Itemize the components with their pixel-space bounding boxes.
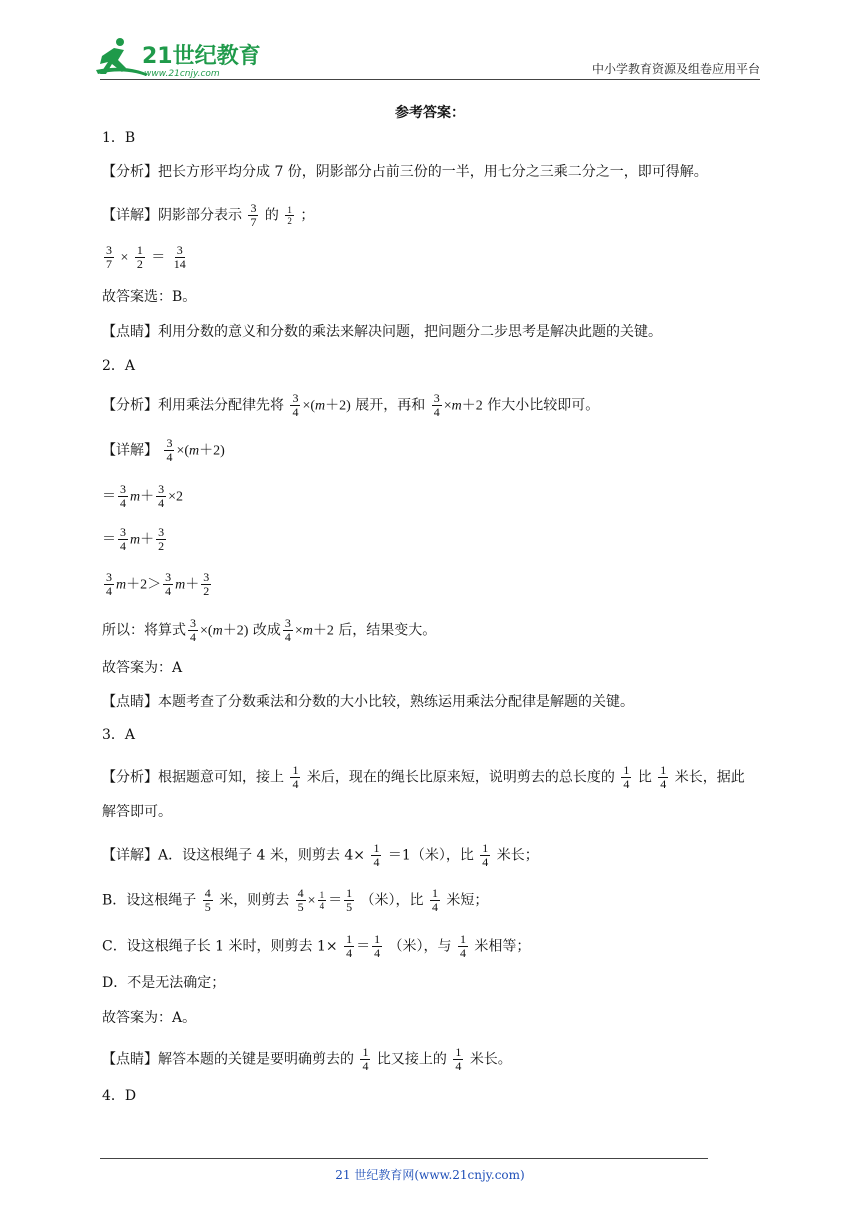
- fraction: $\frac{3}{4}$: [165, 570, 172, 598]
- fraction: $\frac{1}{4}$: [431, 886, 438, 914]
- fraction: $\frac{1}{4}$: [623, 763, 630, 791]
- fraction: $\frac{1}{4}$: [660, 763, 667, 791]
- fraction: $\frac{1}{4}$: [482, 841, 489, 869]
- q2-answer: 故答案为：A: [102, 660, 183, 676]
- fraction: $\frac{1}{4}$: [292, 763, 299, 791]
- q2-step1: ＝ $\frac{3}{4}$ m＋ $\frac{3}{4}$ ×2: [102, 482, 184, 510]
- q2-step2: ＝ $\frac{3}{4}$ m＋ $\frac{3}{2}$: [102, 525, 165, 553]
- fraction: $\frac{1}{5}$: [346, 886, 353, 914]
- svg-text:www.21cnjy.com: www.21cnjy.com: [144, 69, 220, 79]
- q1-answer: 故答案选：B。: [102, 289, 197, 305]
- q1-analysis: 【分析】把长方形平均分成 7 份，阴影部分占前三份的一半，用七分之三乘二分之一，即可得解。: [102, 164, 708, 180]
- fraction: $\frac{3}{4}$: [292, 391, 299, 419]
- fraction: $\frac{3}{4}$: [158, 482, 165, 510]
- fraction: $\frac{3}{2}$: [158, 525, 165, 553]
- footer-link[interactable]: 21 世纪教育网(www.21cnjy.com): [335, 1168, 525, 1182]
- header-site-name: 中小学教育资源及组卷应用平台: [591, 62, 760, 76]
- footer-divider: [100, 1158, 708, 1159]
- fraction: $\frac{3}{4}$: [106, 570, 112, 598]
- fraction: $\frac{1}{4}$: [346, 932, 353, 960]
- fraction: $\frac{1}{4}$: [374, 932, 381, 960]
- q2-detail: 【详解】 $\frac{3}{4}$ ×(m＋2): [102, 436, 225, 464]
- q3-number: 3．A: [102, 727, 136, 743]
- fraction: $\frac{3}{4}$: [190, 616, 196, 644]
- fraction: $\frac{4}{5}$: [297, 886, 304, 914]
- q4-number: 4．D: [102, 1088, 137, 1104]
- q3-comment: 【点睛】解答本题的关键是要明确剪去的 $\frac{1}{4}$ 比又接上的 $\frac{1}{4}$ 米长。: [102, 1045, 512, 1073]
- q1-equation: $\frac{3}{7}$ × $\frac{1}{2}$ ＝ $\frac{3}{14}$: [106, 243, 186, 271]
- header-divider: [100, 79, 760, 80]
- q2-conclusion: 所以：将算式 $\frac{3}{4}$ ×(m＋2) 改成 $\frac{3}{4}$ ×m＋2 后，结果变大。: [102, 616, 437, 644]
- fraction: $\frac{1}{2}$: [287, 205, 292, 226]
- q1-comment: 【点睛】利用分数的意义和分数的乘法来解决问题，把问题分二步思考是解决此题的关键。: [102, 324, 662, 340]
- fraction: $\frac{4}{5}$: [204, 886, 211, 914]
- fraction: $\frac{3}{7}$: [250, 201, 257, 229]
- fraction: $\frac{3}{7}$: [106, 243, 112, 271]
- q3-analysis: 【分析】根据题意可知，接上 $\frac{1}{4}$ 米后，现在的绳长比原来短，说明剪去的总长度的 $\frac{1}{4}$ 比 $\frac{1}{4}$ 米长，据此: [102, 763, 745, 791]
- fraction: $\frac{1}{4}$: [362, 1045, 369, 1073]
- q2-number: 2．A: [102, 358, 136, 374]
- fraction: $\frac{1}{4}$: [319, 890, 325, 911]
- fraction: $\frac{3}{4}$: [120, 525, 126, 553]
- fraction: $\frac{1}{2}$: [136, 243, 143, 271]
- q2-analysis: 【分析】利用乘法分配律先将 $\frac{3}{4}$ ×(m＋2) 展开，再和 $\frac{3}{4}$ ×m＋2 作大小比较即可。: [102, 391, 600, 419]
- fraction: $\frac{1}{4}$: [455, 1045, 462, 1073]
- fraction: $\frac{1}{4}$: [459, 932, 466, 960]
- q1-detail: 【详解】阴影部分表示 $\frac{3}{7}$ 的 $\frac{1}{2}$ ；: [102, 201, 315, 229]
- fraction: $\frac{3}{4}$: [433, 391, 440, 419]
- q3-answer: 故答案为：A。: [102, 1010, 197, 1026]
- q3-detail-d: D．不是无法确定；: [102, 975, 226, 991]
- fraction: $\frac{3}{14}$: [173, 243, 186, 271]
- page-title: 参考答案：: [395, 105, 465, 121]
- fraction: $\frac{3}{4}$: [166, 436, 173, 464]
- svg-text:21世纪教育: 21世纪教育: [142, 44, 261, 69]
- site-logo: [96, 34, 266, 80]
- fraction: $\frac{3}{4}$: [120, 482, 126, 510]
- fraction: $\frac{3}{2}$: [203, 570, 210, 598]
- q3-detail-a: 【详解】A．设这根绳子 4 米，则剪去 4× $\frac{1}{4}$ ＝1（米），比 $\frac{1}{4}$ 米长；: [102, 841, 539, 869]
- q3-detail-c: C．设这根绳子长 1 米时，则剪去 1× $\frac{1}{4}$ ＝ $\frac{1}{4}$ （米），与 $\frac{1}{4}$ 米相等；: [102, 932, 531, 960]
- q1-number: 1．B: [102, 130, 136, 146]
- fraction: $\frac{3}{4}$: [284, 616, 291, 644]
- q3-detail-b: B．设这根绳子 $\frac{4}{5}$ 米，则剪去 $\frac{4}{5}$ × $\frac{1}{4}$ ＝ $\frac{1}{5}$ （米），比 $\frac{1}{4}$ 米短；: [102, 886, 489, 914]
- q3-analysis-cont: 解答即可。: [102, 804, 172, 820]
- fraction: $\frac{1}{4}$: [373, 841, 380, 869]
- q2-comment: 【点睛】本题考查了分数乘法和分数的大小比较，熟练运用乘法分配律是解题的关键。: [102, 694, 634, 710]
- q2-compare: $\frac{3}{4}$ m＋2＞ $\frac{3}{4}$ m＋ $\frac{3}{2}$: [106, 570, 210, 598]
